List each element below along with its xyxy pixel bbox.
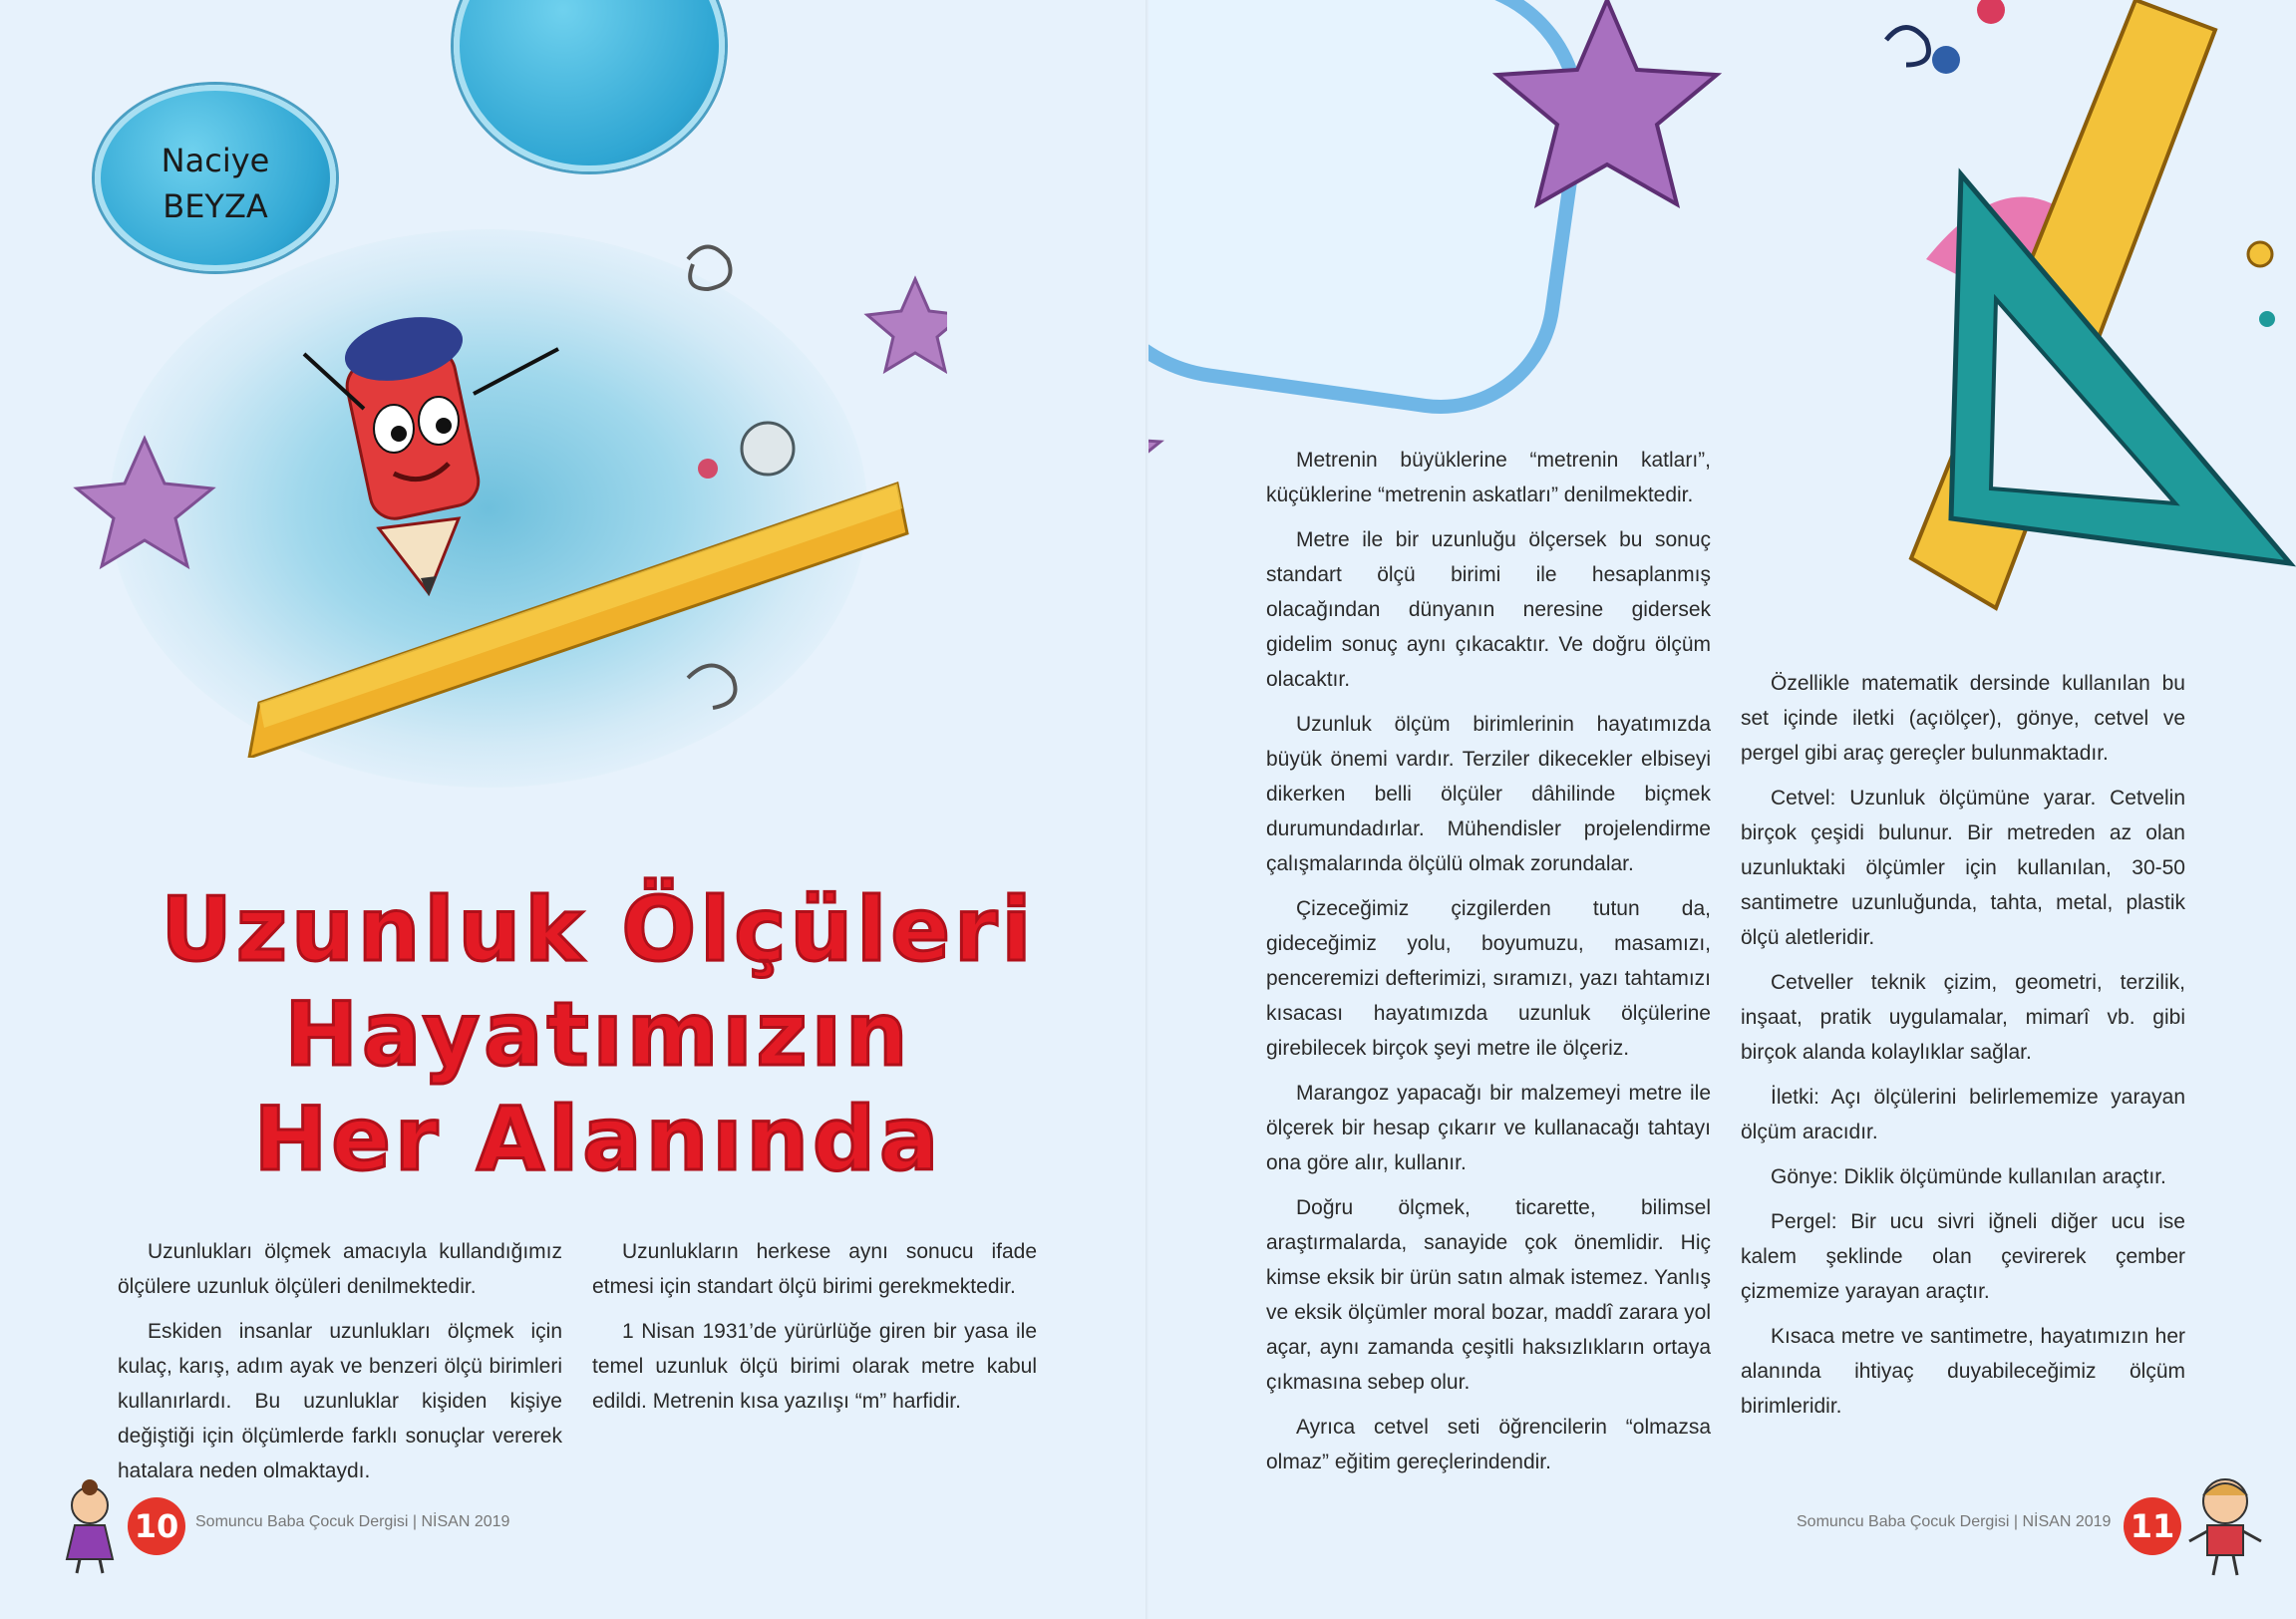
star-icon	[77, 439, 212, 566]
paragraph: Cetveller teknik çizim, geometri, terzilik, inşaat, pratik uygulamalar, mimarî vb. gibi birçok alanda kolaylıklar sağlar.	[1741, 971, 2185, 1064]
left-text-column-1	[118, 1234, 562, 1498]
swirl-decoration	[1886, 28, 1929, 66]
star-icon	[867, 279, 947, 371]
page-number-left: 10	[128, 1497, 185, 1555]
title-line-3: Her Alanında	[253, 1088, 943, 1190]
author-last-name: BEYZA	[163, 187, 268, 225]
bubble-dot	[742, 423, 794, 475]
paragraph: Çizeceğimiz çizgilerden tutun da, gideceğimiz yolu, boyumuzu, masamızı, penceremizi defterimizi, sıramızı, yazı tahtamızı kısacası hayatımızda uzunluk ölçülerine girebilecek birçok şeyi metre ile ölçeriz.	[1266, 897, 1711, 1060]
paragraph: Özellikle matematik dersinde kullanılan bu set içinde iletki (açıölçer), gönye, cetvel ve pergel gibi araç gereçler bulunmaktadır.	[1741, 672, 2185, 765]
footer-magazine-left: Somuncu Baba Çocuk Dergisi | NİSAN 2019	[195, 1513, 510, 1530]
footer-magazine-right: Somuncu Baba Çocuk Dergisi | NİSAN 2019	[1797, 1513, 2112, 1530]
swirl-decoration	[688, 666, 736, 709]
title-line-2: Hayatımızın	[284, 983, 912, 1086]
paragraph: Uzunluk ölçüm birimlerinin hayatımızda büyük önemi vardır. Terziler dikecekler elbiseyi dikerken belli ölçüler dâhilinde biçmek durumundadırlar. Mühendisler projelendirme çalışmalarında ölçülü olmak zorundalar.	[1266, 713, 1711, 875]
paragraph: Cetvel: Uzunluk ölçümüne yarar. Cetvelin birçok çeşidi bulunur. Bir metreden az olan uzunluktaki ölçümler için kullanılan, 30-50 santimetre uzunluğunda, tahta, metal, plastik ölçü aletleridir.	[1741, 787, 2185, 949]
paragraph: Gönye: Diklik ölçümünde kullanılan araçtır.	[1771, 1165, 2166, 1188]
boy-character-icon	[2185, 1471, 2265, 1581]
dot-decoration	[1977, 0, 2005, 24]
left-text-column-2	[592, 1234, 1037, 1429]
pencil-character-icon	[304, 307, 558, 596]
geometry-tools-illustration	[1747, 0, 2296, 638]
paragraph: Marangoz yapacağı bir malzemeyi metre ile ölçerek bir hesap çıkarır ve kullanacağı tahtayı ona göre alır, kullanır.	[1266, 1082, 1711, 1174]
ruler-icon	[249, 484, 907, 758]
pencil-ruler-illustration	[50, 140, 947, 758]
paragraph: Ayrıca cetvel seti öğrencilerin “olmazsa olmaz” eğitim gereçlerindendir.	[1266, 1416, 1711, 1473]
right-page	[1148, 0, 2296, 1619]
paragraph: İletki: Açı ölçülerini belirlememize yarayan ölçüm aracıdır.	[1741, 1086, 2185, 1143]
paragraph: Pergel: Bir ucu sivri iğneli diğer ucu ise kalem şeklinde olan çevirerek çember çizmemize yarayan araçtır.	[1741, 1210, 2185, 1303]
right-text-column-2	[1741, 666, 2185, 1434]
dot-decoration	[2259, 311, 2275, 327]
paragraph: Uzunlukların herkese aynı sonucu ifade etmesi için standart ölçü birimi gerekmektedir.	[592, 1240, 1037, 1298]
paragraph: 1 Nisan 1931’de yürürlüğe giren bir yasa ile temel uzunluk ölçü birimi olarak metre kabul edildi. Metrenin kısa yazılışı “m” harfidir.	[592, 1320, 1037, 1413]
swirl-decoration	[688, 247, 731, 290]
bubble-dot	[698, 459, 718, 479]
paragraph: Kısaca metre ve santimetre, hayatımızın her alanında ihtiyaç duyabileceğimiz ölçüm birimleridir.	[1741, 1325, 2185, 1418]
paragraph: Doğru ölçmek, ticarette, bilimsel araştırmalarda, sanayide çok önemlidir. Hiç kimse eksik bir ürün satın almak istemez. Yanlış ve eksik ölçümler moral bozar, maddî zarara yol açar, aynı zamanda çeşitli haksızlıkların ortaya çıkmasına sebep olur.	[1266, 1196, 1711, 1394]
paragraph: Eskiden insanlar uzunlukları ölçmek için kulaç, karış, adım ayak ve benzeri ölçü birimleri kullanırlardı. Bu uzunluklar kişiden kişiye değiştiği için ölçümlerde farklı sonuçlar vererek hatalara neden olmaktaydı.	[118, 1320, 562, 1482]
dot-decoration	[1932, 46, 1960, 74]
star-icon	[1148, 384, 1168, 533]
dot-decoration	[2248, 242, 2272, 266]
article-title	[120, 877, 1077, 1191]
paragraph: Metrenin büyüklerine “metrenin katları”, küçüklerine “metrenin askatları” denilmektedir.	[1266, 449, 1711, 506]
right-text-column-1	[1266, 443, 1711, 1489]
page-number-right: 11	[2124, 1497, 2181, 1555]
girl-character-icon	[55, 1477, 125, 1577]
paragraph: Metre ile bir uzunluğu ölçersek bu sonuç standart ölçü birimi ile hesaplanmış olacağından dünyanın neresine gidersek gidelim sonuç aynı çıkacaktır. Ve doğru ölçüm olacaktır.	[1266, 528, 1711, 691]
title-line-1: Uzunluk Ölçüleri	[161, 878, 1036, 981]
author-first-name: Naciye	[161, 142, 270, 179]
paragraph: Uzunlukları ölçmek amacıyla kullandığımız ölçülere uzunluk ölçüleri denilmektedir.	[118, 1240, 562, 1298]
star-icon	[1477, 0, 1737, 239]
